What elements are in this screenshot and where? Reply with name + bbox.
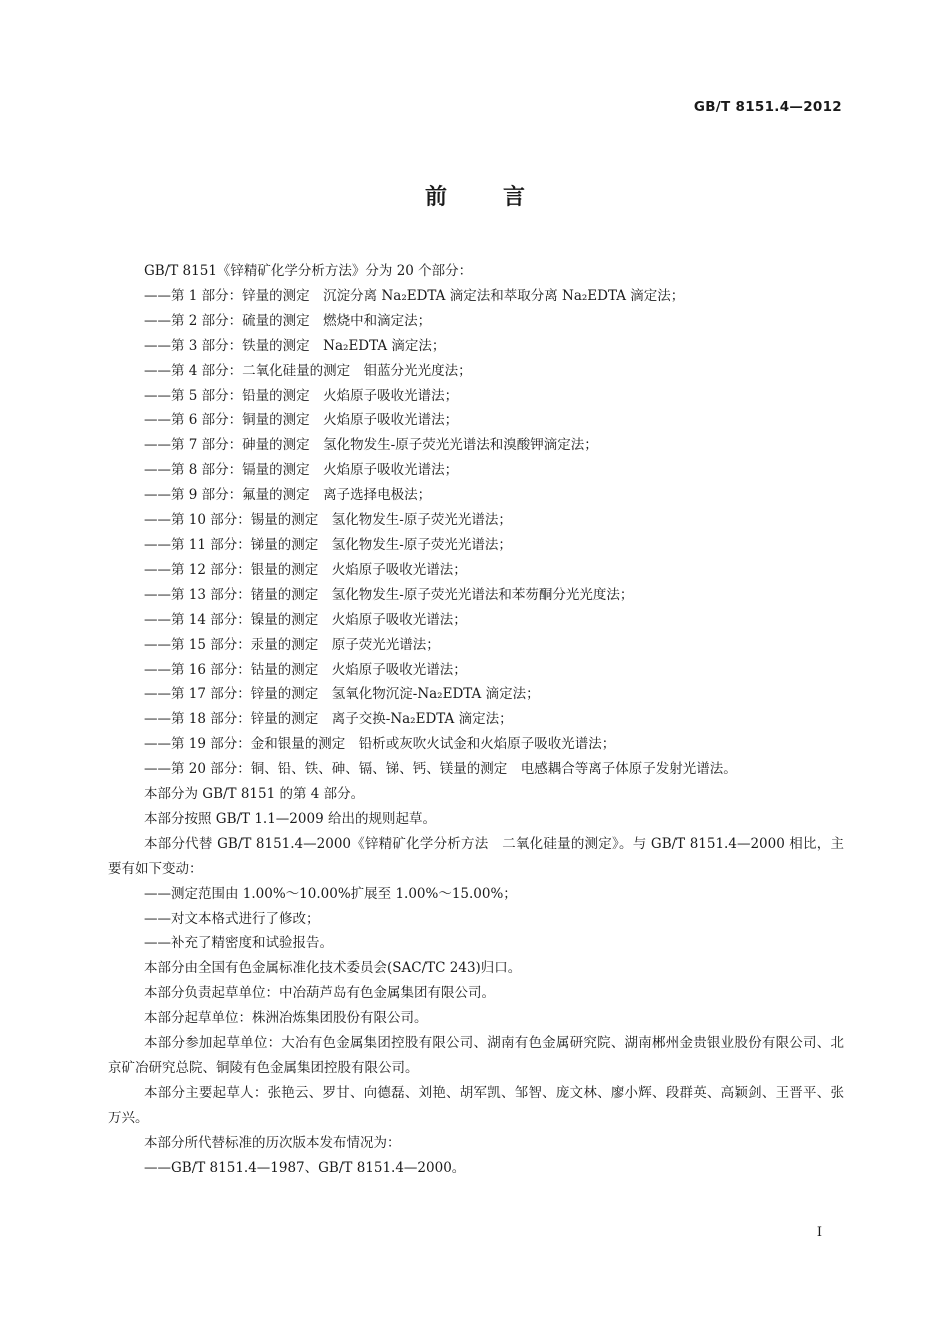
part-list-item: ——第 18 部分：锌量的测定 离子交换-Na₂EDTA 滴定法；: [144, 711, 513, 728]
page-title: 前言: [424, 185, 581, 210]
change-list-item: ——对文本格式进行了修改；: [144, 910, 320, 927]
part-list-item: ——第 14 部分：镍量的测定 火焰原子吸收光谱法；: [144, 611, 467, 628]
parts-list: [108, 284, 844, 782]
part-list-item: ——第 7 部分：砷量的测定 氢化物发生-原子荧光光谱法和溴酸钾滴定法；: [144, 437, 598, 454]
standard-code: GB/T 8151.4—2012: [693, 99, 842, 115]
responsible-unit-line: 本部分负责起草单位：中冶葫芦岛有色金属集团有限公司。: [144, 985, 495, 1002]
part-list-item: ——第 11 部分：锑量的测定 氢化物发生-原子荧光光谱法；: [144, 536, 512, 553]
change-list-item: ——测定范围由 1.00%～10.00%扩展至 1.00%～15.00%；: [144, 885, 517, 902]
drafting-unit-line: 本部分起草单位：株洲冶炼集团股份有限公司。: [144, 1010, 428, 1027]
part-list-item: ——第 17 部分：锌量的测定 氢氧化物沉淀-Na₂EDTA 滴定法；: [144, 686, 540, 703]
foreword-body: [108, 259, 844, 1181]
intro-line: GB/T 8151《锌精矿化学分析方法》分为 20 个部分：: [144, 263, 473, 279]
history-line: ——GB/T 8151.4—1987、GB/T 8151.4—2000。: [144, 1159, 466, 1176]
part-list-item: ——第 6 部分：铜量的测定 火焰原子吸收光谱法；: [144, 412, 459, 429]
this-part-line: 本部分为 GB/T 8151 的第 4 部分。: [144, 786, 365, 803]
part-list-item: ——第 16 部分：钴量的测定 火焰原子吸收光谱法；: [144, 661, 467, 678]
part-list-item: ——第 9 部分：氟量的测定 离子选择电极法；: [144, 487, 432, 504]
replaces-paragraph: 本部分代替 GB/T 8151.4—2000《锌精矿化学分析方法 二氧化硅量的测定》。与 GB/T 8151.4—2000 相比，主要有如下变动：: [108, 835, 844, 877]
part-list-item: ——第 20 部分：铜、铅、铁、砷、镉、锑、钙、镁量的测定 电感耦合等离子体原子发射光谱法。: [144, 761, 737, 778]
part-list-item: ——第 8 部分：镉量的测定 火焰原子吸收光谱法；: [144, 462, 459, 479]
part-list-item: ——第 3 部分：铁量的测定 Na₂EDTA 滴定法；: [144, 337, 446, 354]
page-number: I: [816, 1225, 822, 1240]
part-list-item: ——第 15 部分：汞量的测定 原子荧光光谱法；: [144, 636, 440, 653]
part-list-item: ——第 19 部分：金和银量的测定 铅析或灰吹火试金和火焰原子吸收光谱法；: [144, 736, 616, 753]
part-list-item: ——第 5 部分：铅量的测定 火焰原子吸收光谱法；: [144, 387, 459, 404]
change-list-item: ——补充了精密度和试验报告。: [144, 935, 333, 952]
part-list-item: ——第 12 部分：银量的测定 火焰原子吸收光谱法；: [144, 561, 467, 578]
part-list-item: ——第 4 部分：二氧化硅量的测定 钼蓝分光光度法；: [144, 362, 472, 379]
changes-list: [108, 882, 844, 957]
participating-units-paragraph: 本部分参加起草单位：大冶有色金属集团控股有限公司、湖南有色金属研究院、湖南郴州金贵银业股份有限公司、北京矿冶研究总院、铜陵有色金属集团控股有限公司。: [108, 1035, 844, 1076]
part-list-item: ——第 13 部分：锗量的测定 氢化物发生-原子荧光光谱法和苯芴酮分光光度法；: [144, 586, 634, 603]
part-list-item: ——第 10 部分：锡量的测定 氢化物发生-原子荧光光谱法；: [144, 512, 512, 529]
history-intro-line: 本部分所代替标准的历次版本发布情况为：: [144, 1134, 401, 1151]
part-list-item: ——第 1 部分：锌量的测定 沉淀分离 Na₂EDTA 滴定法和萃取分离 Na₂EDTA 滴定法；: [144, 287, 685, 304]
committee-line: 本部分由全国有色金属标准化技术委员会(SAC/TC 243)归口。: [144, 960, 522, 977]
part-list-item: ——第 2 部分：硫量的测定 燃烧中和滴定法；: [144, 312, 432, 329]
drafters-paragraph: 本部分主要起草人：张艳云、罗甘、向德磊、刘艳、胡军凯、邹智、庞文林、廖小辉、段群英、高颖剑、王晋平、张万兴。: [108, 1084, 844, 1126]
drafting-rule-line: 本部分按照 GB/T 1.1—2009 给出的规则起草。: [144, 810, 436, 827]
